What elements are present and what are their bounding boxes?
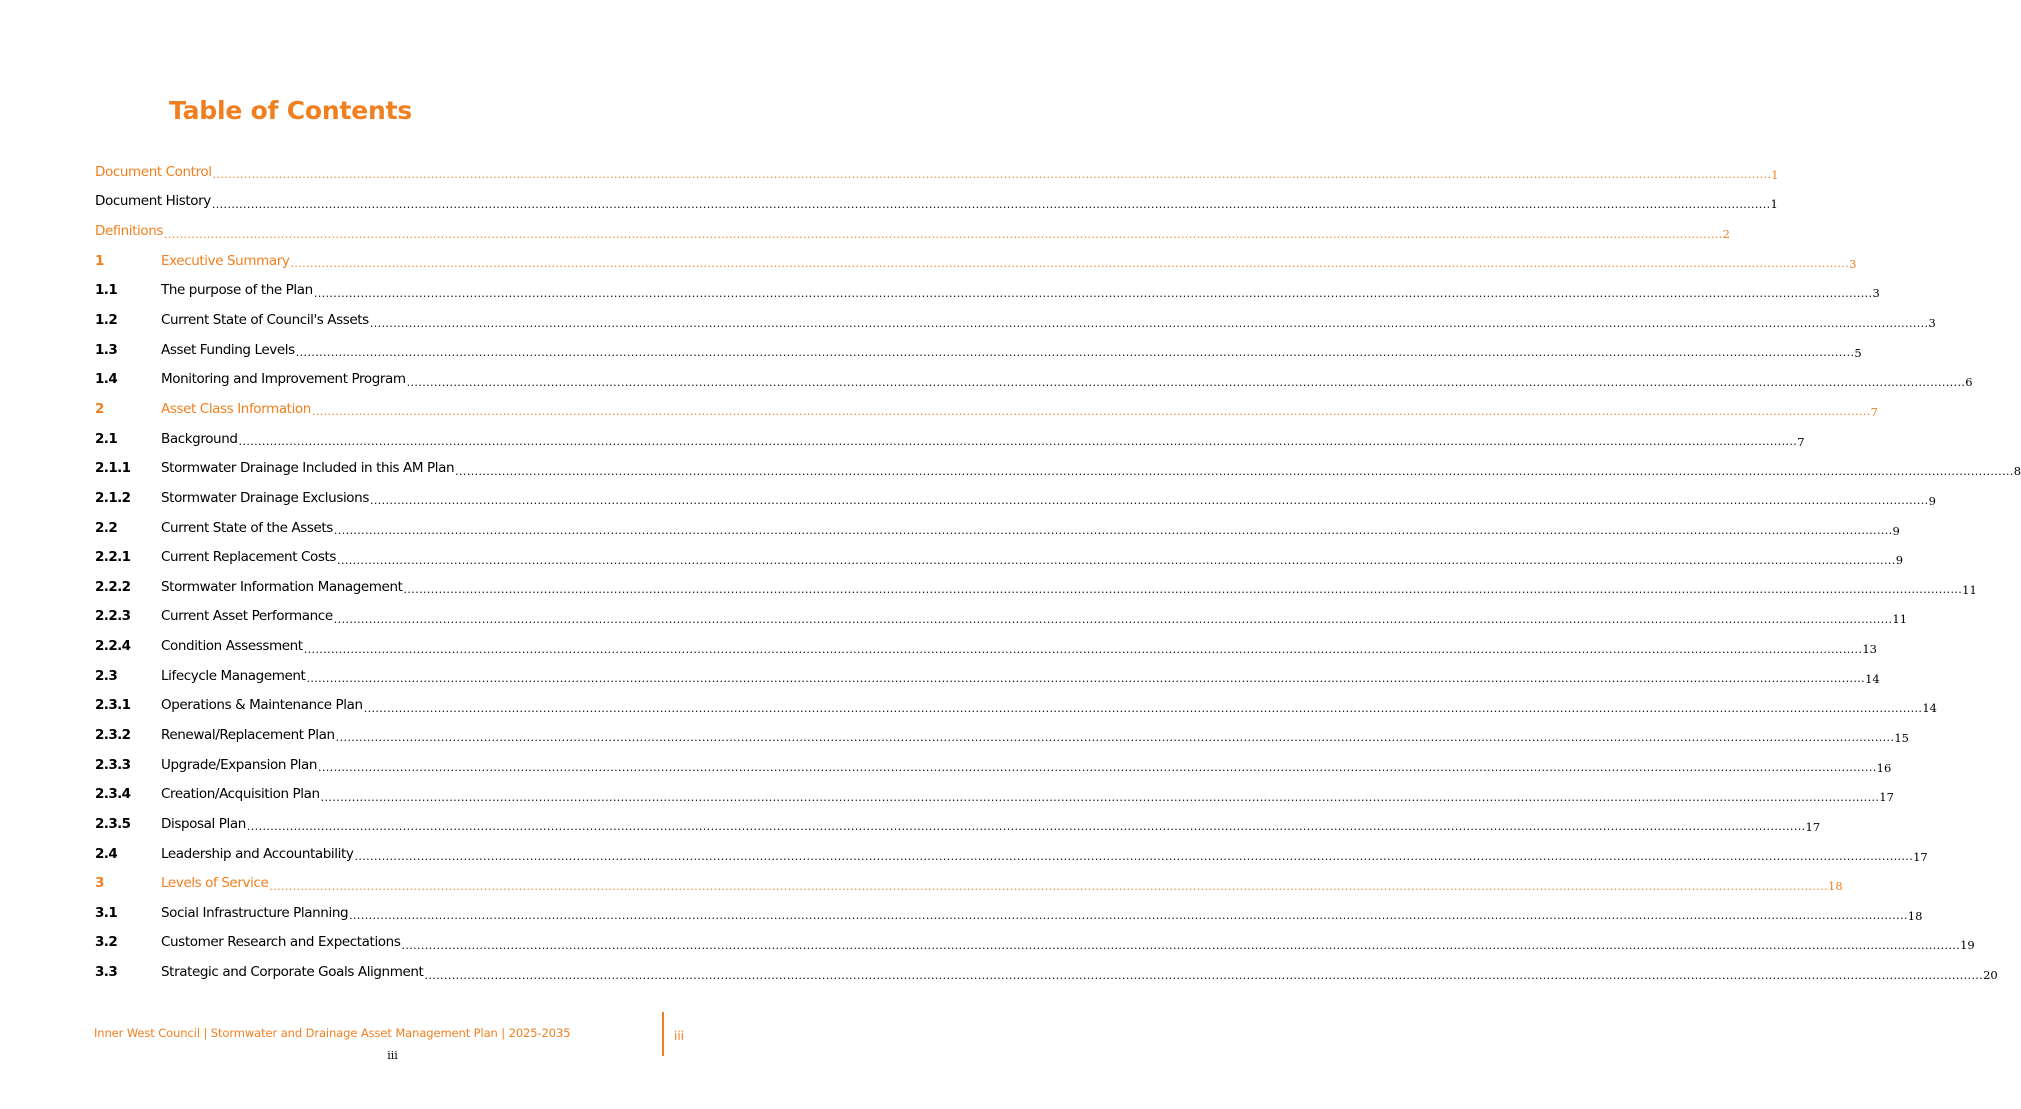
toc-entry-number: 2: [95, 400, 104, 417]
toc-entry-page[interactable]: 1: [1771, 167, 1779, 182]
toc-entry-label[interactable]: Stormwater Drainage Exclusions: [161, 489, 369, 506]
toc-leader-dots: ................................................................................................................................................................................................................................................................................................................................................................................................................: [238, 435, 1798, 449]
toc-entry-label[interactable]: Renewal/Replacement Plan: [161, 726, 335, 743]
toc-entry[interactable]: [95, 157, 1779, 187]
toc-entry-label[interactable]: Operations & Maintenance Plan: [161, 697, 363, 714]
toc-entry-page[interactable]: 3: [1849, 256, 1857, 271]
toc-entry-number: 2.2.2: [95, 578, 131, 595]
toc-entry-page[interactable]: 19: [1960, 938, 1975, 953]
toc-entry[interactable]: [95, 957, 1998, 987]
toc-entry-label[interactable]: Executive Summary: [161, 252, 290, 269]
toc-entry-page[interactable]: 9: [1895, 553, 1904, 568]
toc-entry[interactable]: [95, 631, 1877, 661]
toc-entry-label[interactable]: The purpose of the Plan: [161, 282, 313, 299]
toc-entry-label[interactable]: Social Infrastructure Planning: [161, 904, 349, 921]
toc-entry-label[interactable]: Definitions: [95, 223, 164, 240]
toc-entry-number: 2.1.1: [95, 460, 131, 477]
toc-entry-page[interactable]: 9: [1892, 523, 1900, 538]
toc-entry[interactable]: [95, 898, 1923, 928]
toc-entry-page[interactable]: 17: [1879, 790, 1894, 805]
toc-entry-number: 3: [95, 875, 104, 892]
toc-entry[interactable]: [95, 572, 1977, 602]
toc-entry-label[interactable]: Current Replacement Costs: [161, 549, 337, 566]
toc-entry-number: 2.1: [95, 430, 118, 447]
toc-entry-page[interactable]: 17: [1913, 849, 1928, 864]
toc-entry-label[interactable]: Document History: [95, 193, 211, 210]
toc-entry-number: 2.3.5: [95, 815, 131, 832]
toc-entry-page[interactable]: 1: [1770, 197, 1778, 212]
toc-leader-dots: ................................................................................................................................................................................................................................................................................................................................................................................................................: [424, 968, 1984, 982]
toc-leader-dots: ................................................................................................................................................................................................................................................................................................................................................................................................................: [306, 672, 1866, 686]
toc-entry-number: 2.3.2: [95, 726, 131, 743]
toc-entry[interactable]: [95, 691, 1937, 721]
toc-entry-page[interactable]: 14: [1865, 671, 1880, 686]
toc-entry-number: 1: [95, 252, 104, 269]
toc-entry-label[interactable]: Current State of Council's Assets: [161, 312, 369, 329]
toc-entry[interactable]: [95, 453, 2021, 483]
toc-leader-dots: ................................................................................................................................................................................................................................................................................................................................................................................................................: [313, 286, 1873, 300]
toc-entry[interactable]: [95, 839, 1928, 869]
toc-leader-dots: ................................................................................................................................................................................................................................................................................................................................................................................................................: [349, 909, 1908, 923]
toc-entry-label[interactable]: Leadership and Accountability: [161, 845, 354, 862]
toc-entry-label[interactable]: Levels of Service: [161, 875, 269, 892]
toc-entry-label[interactable]: Creation/Acquisition Plan: [161, 786, 320, 803]
toc-leader-dots: ................................................................................................................................................................................................................................................................................................................................................................................................................: [320, 790, 1880, 804]
toc-entry-number: 2.2.4: [95, 638, 131, 655]
toc-entry-page[interactable]: 18: [1907, 908, 1923, 923]
toc-entry[interactable]: [95, 246, 1857, 276]
toc-leader-dots: ................................................................................................................................................................................................................................................................................................................................................................................................................: [333, 612, 1893, 626]
toc-leader-dots: ................................................................................................................................................................................................................................................................................................................................................................................................................: [269, 879, 1828, 893]
toc-entry-page[interactable]: 7: [1797, 434, 1805, 449]
toc-entry-page[interactable]: 7: [1870, 404, 1878, 419]
toc-entry[interactable]: [95, 394, 1878, 424]
toc-entry[interactable]: [95, 276, 1880, 306]
toc-entry[interactable]: [95, 335, 1862, 365]
toc-entry-number: 2.3: [95, 667, 118, 684]
toc-entry-page[interactable]: 2: [1722, 227, 1730, 242]
toc-entry-label[interactable]: Asset Funding Levels: [161, 341, 295, 358]
footer-page-roman: iii: [674, 1029, 685, 1043]
toc-entry[interactable]: [95, 602, 1908, 632]
toc-entry[interactable]: [95, 542, 1904, 572]
toc-entry-number: 2.3.1: [95, 697, 131, 714]
toc-entry-page[interactable]: 3: [1928, 316, 1936, 331]
toc-leader-dots: ................................................................................................................................................................................................................................................................................................................................................................................................................: [455, 464, 2014, 478]
toc-leader-dots: ................................................................................................................................................................................................................................................................................................................................................................................................................: [333, 524, 1893, 537]
toc-entry-label[interactable]: Current Asset Performance: [161, 608, 333, 625]
toc-entry-label[interactable]: Current State of the Assets: [161, 519, 333, 536]
toc-entry-page[interactable]: 15: [1894, 730, 1909, 745]
footer-text: Inner West Council | Stormwater and Drainage Asset Management Plan | 2025-2035: [94, 1026, 571, 1040]
toc-entry-label[interactable]: Disposal Plan: [161, 815, 246, 832]
toc-entry-page[interactable]: 20: [1983, 968, 1998, 983]
toc-entry[interactable]: [95, 424, 1805, 454]
toc-entry-label[interactable]: Background: [161, 430, 238, 447]
toc-leader-dots: ................................................................................................................................................................................................................................................................................................................................................................................................................: [318, 761, 1877, 775]
toc-entry-page[interactable]: 18: [1828, 879, 1843, 894]
toc-entry-number: 2.2: [95, 519, 118, 536]
toc-leader-dots: ................................................................................................................................................................................................................................................................................................................................................................................................................: [354, 850, 1914, 864]
toc-leader-dots: ................................................................................................................................................................................................................................................................................................................................................................................................................: [295, 346, 1855, 360]
page-number: iii: [387, 1049, 398, 1062]
toc-entry-number: 2.3.4: [95, 786, 131, 803]
toc-entry[interactable]: [95, 809, 1821, 839]
toc-entry[interactable]: [95, 483, 1936, 513]
toc-leader-dots: ................................................................................................................................................................................................................................................................................................................................................................................................................: [369, 494, 1929, 508]
toc-entry-label[interactable]: Monitoring and Improvement Program: [161, 371, 406, 388]
toc-entry-page[interactable]: 13: [1862, 642, 1877, 657]
toc-leader-dots: ................................................................................................................................................................................................................................................................................................................................................................................................................: [290, 257, 1850, 271]
toc-entry[interactable]: [95, 187, 1778, 217]
toc-entry[interactable]: [95, 364, 1973, 394]
toc-leader-dots: ................................................................................................................................................................................................................................................................................................................................................................................................................: [212, 168, 1772, 182]
table-of-contents: [95, 157, 2021, 987]
toc-entry-number: 3.2: [95, 934, 118, 951]
toc-entry-page[interactable]: 5: [1854, 345, 1862, 360]
toc-entry-page[interactable]: 3: [1872, 286, 1880, 301]
toc-entry-number: 2.1.2: [95, 489, 131, 506]
toc-entry-label[interactable]: Customer Research and Expectations: [161, 934, 401, 951]
toc-entry[interactable]: [95, 750, 1892, 780]
toc-entry-number: 1.1: [95, 282, 118, 299]
toc-entry[interactable]: [95, 513, 1900, 543]
toc-entry[interactable]: [95, 661, 1880, 691]
toc-leader-dots: ................................................................................................................................................................................................................................................................................................................................................................................................................: [369, 316, 1929, 330]
toc-entry-page[interactable]: 11: [1962, 582, 1977, 597]
toc-entry-page[interactable]: 14: [1922, 701, 1937, 716]
toc-entry-number: 1.4: [95, 371, 118, 388]
toc-leader-dots: ................................................................................................................................................................................................................................................................................................................................................................................................................: [335, 731, 1895, 745]
toc-entry[interactable]: [95, 305, 1936, 335]
toc-leader-dots: ................................................................................................................................................................................................................................................................................................................................................................................................................: [401, 938, 1961, 952]
toc-entry-page[interactable]: 6: [1965, 375, 1973, 390]
toc-entry-number: 1.2: [95, 312, 118, 329]
toc-entry-number: 2.2.3: [95, 608, 131, 625]
toc-entry[interactable]: [95, 720, 1909, 750]
toc-entry-label[interactable]: Document Control: [95, 163, 212, 180]
page-title: Table of Contents: [169, 96, 413, 125]
toc-leader-dots: ................................................................................................................................................................................................................................................................................................................................................................................................................: [403, 583, 1963, 597]
toc-leader-dots: ................................................................................................................................................................................................................................................................................................................................................................................................................: [311, 405, 1871, 419]
toc-entry-label[interactable]: Stormwater Information Management: [161, 578, 403, 595]
toc-entry-number: 2.4: [95, 845, 118, 862]
toc-entry-label[interactable]: Asset Class Information: [161, 400, 311, 417]
toc-entry-page[interactable]: 9: [1928, 493, 1936, 508]
toc-entry[interactable]: [95, 779, 1894, 809]
toc-entry-label[interactable]: Lifecycle Management: [161, 667, 306, 684]
toc-leader-dots: ................................................................................................................................................................................................................................................................................................................................................................................................................: [363, 701, 1923, 715]
toc-entry-number: 3.3: [95, 964, 118, 981]
toc-leader-dots: ................................................................................................................................................................................................................................................................................................................................................................................................................: [337, 553, 1896, 567]
toc-entry-number: 3.1: [95, 904, 118, 921]
toc-leader-dots: ................................................................................................................................................................................................................................................................................................................................................................................................................: [303, 642, 1863, 656]
toc-entry-page[interactable]: 11: [1892, 612, 1908, 627]
toc-entry-label[interactable]: Stormwater Drainage Included in this AM Plan: [161, 460, 455, 477]
toc-entry[interactable]: [95, 216, 1730, 246]
toc-entry-page[interactable]: 8: [2013, 464, 2021, 479]
toc-entry-page[interactable]: 16: [1876, 760, 1892, 775]
toc-leader-dots: ................................................................................................................................................................................................................................................................................................................................................................................................................: [246, 820, 1806, 834]
toc-leader-dots: ................................................................................................................................................................................................................................................................................................................................................................................................................: [211, 197, 1771, 211]
toc-entry[interactable]: [95, 868, 1843, 898]
toc-leader-dots: ................................................................................................................................................................................................................................................................................................................................................................................................................: [406, 375, 1966, 389]
toc-entry[interactable]: [95, 928, 1975, 958]
toc-entry-label[interactable]: Condition Assessment: [161, 638, 303, 655]
toc-entry-page[interactable]: 17: [1805, 819, 1821, 834]
toc-entry-number: 2.2.1: [95, 549, 131, 566]
toc-entry-number: 1.3: [95, 341, 118, 358]
toc-entry-number: 2.3.3: [95, 756, 131, 773]
toc-leader-dots: ................................................................................................................................................................................................................................................................................................................................................................................................................: [164, 227, 1723, 241]
toc-entry-label[interactable]: Upgrade/Expansion Plan: [161, 756, 317, 773]
toc-entry-label[interactable]: Strategic and Corporate Goals Alignment: [161, 964, 424, 981]
